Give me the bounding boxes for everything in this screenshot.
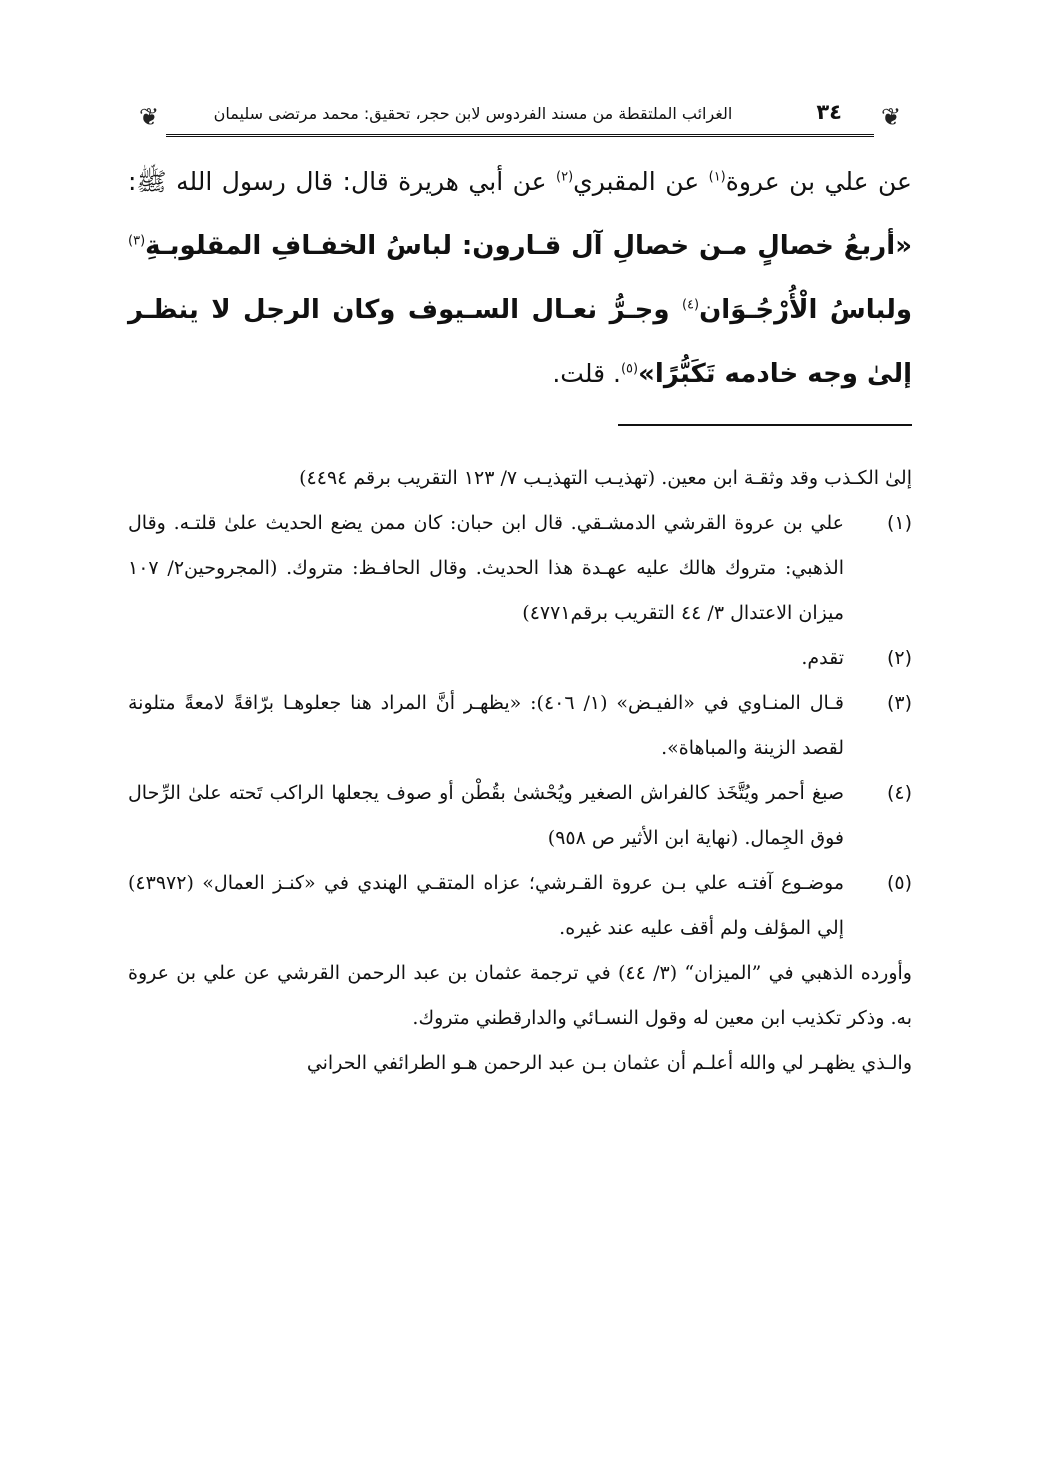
footnote-paragraph: والـذي يظهـر لي والله أعلـم أن عثمان بـن عبد الرحمن هـو الطرائفي الحراني [306, 1052, 912, 1074]
footnote-item [128, 501, 912, 636]
footnote-marker: (٢) [556, 169, 574, 185]
footnote-marker: (١) [708, 169, 726, 185]
footnote-marker: (٤) [681, 297, 700, 313]
isnad-text: عن المقبري [573, 167, 709, 196]
floral-ornament-icon: ❦ [138, 103, 160, 131]
footnote-item [128, 771, 912, 861]
hadith-text: ولباسُ الْأُرْجُـوَان [699, 295, 912, 325]
footnote-text: تقدم. [801, 647, 844, 669]
footnotes [128, 456, 912, 1086]
running-header [128, 98, 912, 140]
footnote-separator [618, 424, 912, 426]
footnote-text: موضـوع آفتـه علي بـن عروة القـرشي؛ عزاه المتقـي الهندي في «كنـز العمال» (٤٣٩٧٢) إلي المؤلف ولم أقف عليه عند غيره. [128, 872, 844, 939]
page-number: ٣٤ [816, 100, 842, 124]
footnote-marker: (٥) [620, 361, 639, 377]
footnote-text: صبغ أحمر ويُتَّخَذ كالفراش الصغير ويُحْشىٰ بقُطْن أو صوف يجعلها الراكب تَحته علىٰ الرِّحال فوق الجِمال. (نهاية ابن الأثير ص ٩٥٨) [128, 782, 844, 849]
floral-ornament-icon: ❦ [880, 103, 902, 131]
footnote-text: قـال المنـاوي في «الفيـض» (١/ ٤٠٦): «يظهـر أنَّ المراد هنا جعلوهـا برّاقةً لامعةً متلونة لقصد الزينة والمباهاة». [128, 692, 844, 759]
closing-text: . قلت. [552, 359, 621, 388]
footnote-text: علي بن عروة القرشي الدمشـقي. قال ابن حبان: كان ممن يضع الحديث علىٰ قلتـه. وقال الذهبي: متروك هالك عليه عهـدة هذا الحديث. وقال الحافـظ: متروك. (المجروحين٢/ ١٠٧ ميزان الاعتدال ٣/ ٤٤ التقريب برقم٤٧٧١) [128, 512, 844, 624]
hadith-text: «أربعُ خصالٍ مـن خصالِ آل قـارون: لباسُ الخفـافِ المقلوبـةِ [145, 231, 912, 261]
footnote-number: (٣) [886, 692, 912, 714]
isnad-text: عن علي بن عروة [725, 167, 912, 196]
footnote-item [128, 681, 912, 771]
footnote-marker: (٣) [128, 233, 146, 249]
hadith-text: وجـرُّ نعـال السـيوف وكان الرجل لا ينظـر إلىٰ وجه خادمه تَكَبُّرًا» [128, 295, 912, 389]
footnote-number: (١) [886, 512, 912, 534]
footnote-item [128, 861, 912, 951]
footnote-paragraph: وأورده الذهبي في ”الميزان“ (٣/ ٤٤) في ترجمة عثمان بن عبد الرحمن القرشي عن علي بن عروة به. وذكر تكذيب ابن معين له وقول النسـائي والدارقطني متروك. [128, 962, 912, 1029]
header-rule [166, 134, 874, 137]
isnad-text: عن أبي هريرة قال: قال رسول الله ﷺ: [128, 167, 557, 196]
footnote-number: (٢) [886, 647, 912, 669]
running-title: الغرائب الملتقطة من مسند الفردوس لابن حجر، تحقيق: محمد مرتضى سليمان [213, 104, 733, 123]
footnote-continuation: إلىٰ الكـذب وقد وثقـة ابن معين. (تهذيـب التهذيـب ٧/ ١٢٣ التقريب برقم ٤٤٩٤) [299, 467, 912, 489]
footnote-item [128, 636, 912, 681]
footnote-number: (٤) [886, 782, 912, 804]
footnote-number: (٥) [886, 872, 912, 894]
main-text [128, 150, 912, 406]
